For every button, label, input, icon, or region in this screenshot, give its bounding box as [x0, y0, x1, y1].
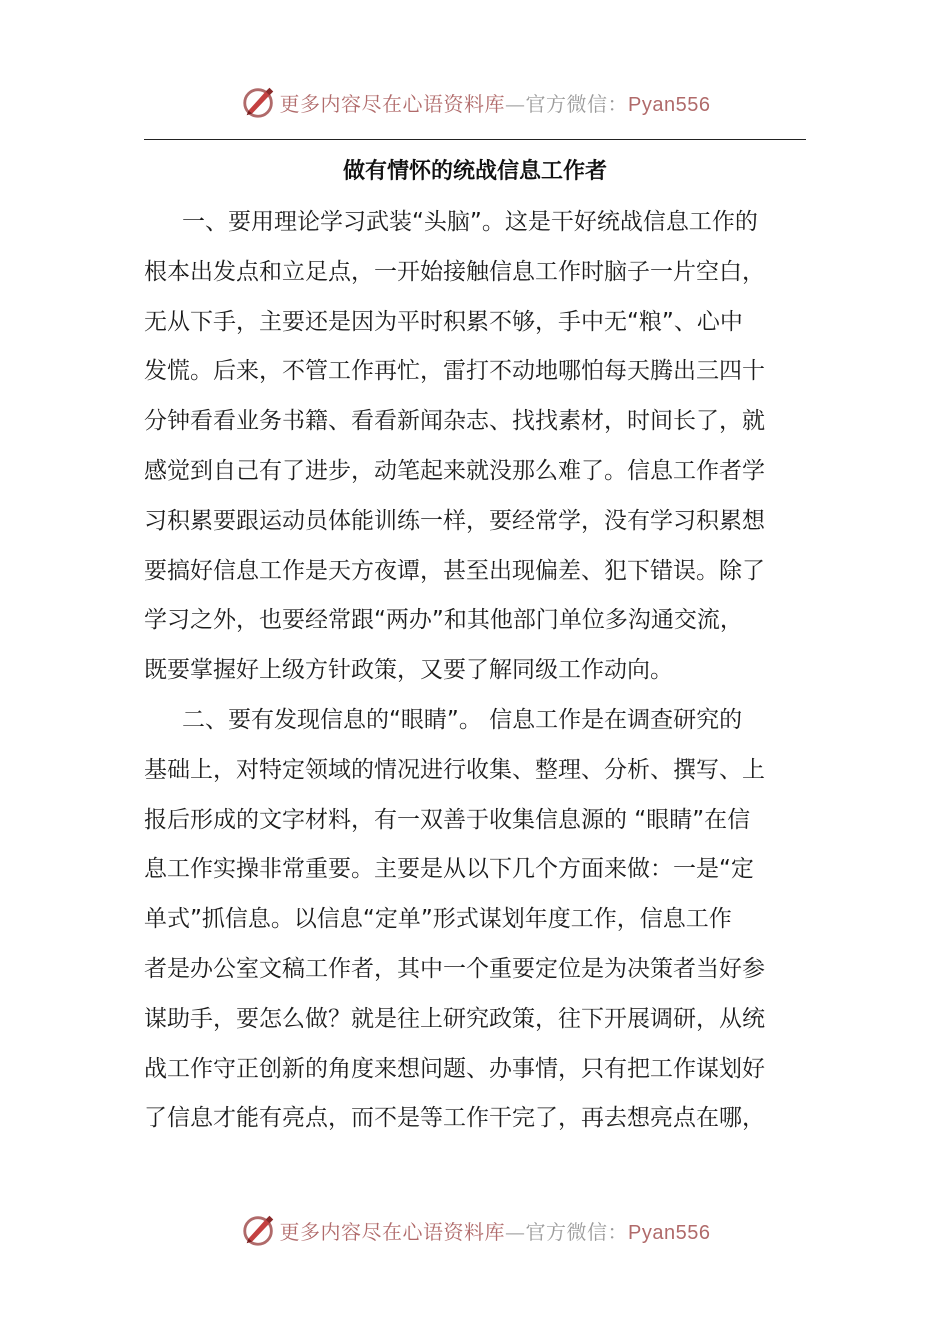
text-line: 息工作实操非常重要。主要是从以下几个方面来做：一是“定 [144, 856, 754, 883]
text-line: 二、要有发现信息的“眼睛”。 信息工作是在调查研究的 [182, 706, 743, 733]
watermark-label: 官方微信： [525, 1219, 629, 1244]
text-line: 既要掌握好上级方针政策，又要了解同级工作动向。 [144, 657, 673, 684]
document-body [144, 198, 806, 1144]
document-title: 做有情怀的统战信息工作者 [342, 159, 607, 184]
watermark-text [280, 88, 711, 117]
header-divider [144, 139, 806, 140]
text-line: 基础上，对特定领域的情况进行收集、整理、分析、撰写、上 [144, 756, 765, 783]
text-line: 分钟看看业务书籍、看看新闻杂志、找找素材，时间长了，就 [144, 408, 765, 435]
watermark-wechat-id: Pyan556 [628, 1221, 711, 1244]
text-line: 报后形成的文字材料，有一双善于收集信息源的 “眼睛”在信 [144, 806, 751, 833]
watermark-site: 更多内容尽在心语资料库 [279, 1219, 506, 1244]
watermark-site: 更多内容尽在心语资料库 [279, 91, 506, 116]
footer-watermark [0, 1208, 950, 1252]
text-line: 一、要用理论学习武装“头脑”。这是干好统战信息工作的 [182, 209, 758, 235]
text-line: 学习之外，也要经常跟“两办”和其他部门单位多沟通交流， [144, 607, 743, 634]
text-line: 要搞好信息工作是天方夜谭，甚至出现偏差、犯下错误。除了 [144, 557, 765, 584]
watermark-dash: — [505, 91, 526, 116]
text-line: 无从下手，主要还是因为平时积累不够，手中无“粮”、心中 [144, 308, 743, 335]
text-line: 发慌。后来，不管工作再忙，雷打不动地哪怕每天腾出三四十 [144, 358, 765, 385]
text-line: 者是办公室文稿工作者，其中一个重要定位是为决策者当好参 [144, 955, 765, 982]
text-line: 单式”抓信息。以信息“定单”形式谋划年度工作，信息工作 [144, 906, 732, 933]
pen-logo-icon [240, 83, 278, 121]
text-line: 感觉到自己有了进步，动笔起来就没那么难了。信息工作者学 [144, 457, 765, 484]
text-line: 了信息才能有亮点，而不是等工作干完了，再去想亮点在哪， [144, 1105, 765, 1132]
header-watermark [0, 80, 950, 124]
text-line: 谋助手，要怎么做？就是往上研究政策，往下开展调研，从统 [144, 1005, 765, 1032]
text-line: 战工作守正创新的角度来想问题、办事情，只有把工作谋划好 [144, 1055, 765, 1082]
text-line: 习积累要跟运动员体能训练一样，要经常学，没有学习积累想 [144, 507, 765, 534]
watermark-text [280, 1216, 711, 1245]
watermark-dash: — [505, 1219, 526, 1244]
watermark-wechat-id: Pyan556 [628, 93, 711, 116]
pen-logo-icon [240, 1211, 278, 1249]
watermark-label: 官方微信： [525, 91, 629, 116]
text-line: 根本出发点和立足点，一开始接触信息工作时脑子一片空白， [144, 258, 765, 285]
